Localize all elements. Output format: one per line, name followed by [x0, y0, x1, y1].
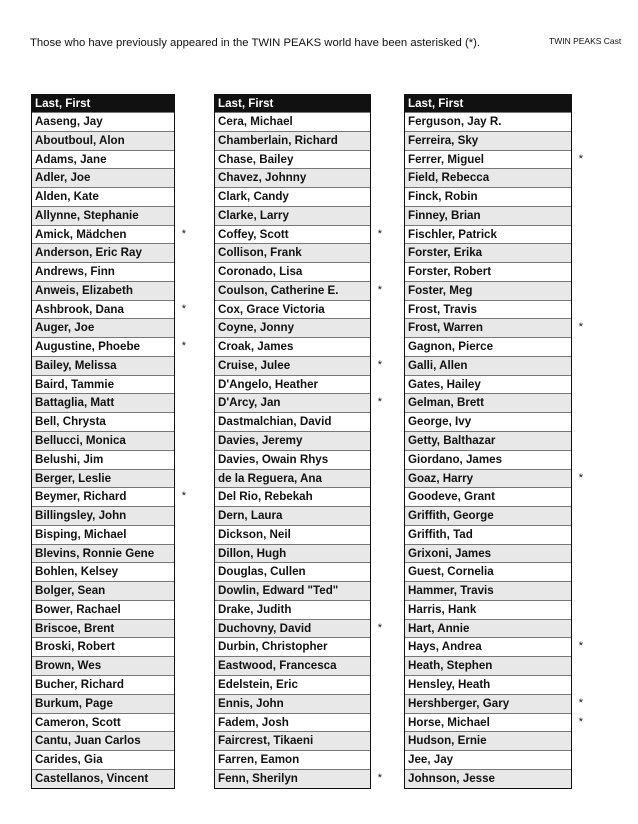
cast-row: [405, 431, 571, 450]
cast-row: [215, 337, 370, 356]
cast-row: [405, 731, 571, 750]
cast-row: [32, 506, 174, 525]
cast-row: [405, 656, 571, 675]
cast-row: [32, 356, 174, 375]
cast-name: Cameron, Scott: [35, 715, 121, 729]
cast-row: [215, 131, 370, 150]
cast-row: [405, 318, 583, 337]
cast-name: Dastmalchian, David: [218, 415, 332, 429]
cast-name: Goodeve, Grant: [408, 490, 495, 504]
cast-row: [32, 487, 186, 506]
cast-name: Bailey, Melissa: [35, 358, 117, 372]
cast-name: Durbin, Christopher: [218, 640, 328, 654]
cast-row: [215, 225, 382, 244]
cast-row: [32, 750, 174, 769]
cast-row: [405, 713, 583, 732]
cast-name: Faircrest, Tikaeni: [218, 734, 314, 748]
cast-name: Clark, Candy: [218, 190, 289, 204]
cast-name: George, Ivy: [408, 415, 472, 429]
cast-name: Guest, Cornelia: [408, 565, 494, 579]
cast-name: Grixoni, James: [408, 546, 492, 560]
cast-name: Burkum, Page: [35, 696, 113, 710]
cast-name: Chavez, Johnny: [218, 171, 307, 185]
asterisk-mark: *: [181, 227, 186, 240]
cast-name: Cox, Grace Victoria: [218, 302, 325, 316]
cast-name: Aboutboul, Alon: [35, 133, 125, 147]
cast-name: Field, Rebecca: [408, 171, 490, 185]
cast-name: Billingsley, John: [35, 509, 127, 523]
cast-row: [215, 487, 370, 506]
asterisk-mark: *: [377, 283, 382, 296]
cast-row: [32, 243, 174, 262]
cast-row: [32, 656, 174, 675]
asterisk-mark: *: [377, 771, 382, 784]
cast-name: Auger, Joe: [35, 321, 95, 335]
cast-name: Berger, Leslie: [35, 471, 112, 485]
cast-row: [405, 581, 571, 600]
cast-row: [32, 713, 174, 732]
asterisk-mark: *: [578, 640, 583, 653]
cast-row: [215, 450, 370, 469]
cast-row: [405, 544, 571, 563]
cast-row: [405, 487, 571, 506]
cast-row: [405, 168, 571, 187]
cast-row: [215, 168, 370, 187]
cast-row: [32, 150, 174, 169]
cast-name: Dillon, Hugh: [218, 546, 287, 560]
cast-name: Hays, Andrea: [408, 640, 482, 654]
cast-row: [215, 393, 382, 412]
cast-name: Chase, Bailey: [218, 152, 294, 166]
cast-row: [215, 713, 370, 732]
cast-name: Dern, Laura: [218, 509, 283, 523]
cast-column-1: [31, 94, 186, 789]
cast-row: [32, 131, 174, 150]
cast-row: [215, 581, 370, 600]
cast-row: [405, 562, 571, 581]
cast-row: [215, 150, 370, 169]
cast-row: [215, 525, 370, 544]
cast-row: [32, 225, 186, 244]
cast-row: [215, 731, 370, 750]
cast-name: Dickson, Neil: [218, 527, 291, 541]
asterisk-mark: *: [377, 358, 382, 371]
cast-name: Ferguson, Jay R.: [408, 115, 502, 128]
cast-name: Cantu, Juan Carlos: [35, 734, 141, 748]
cast-row: [32, 337, 186, 356]
cast-name: Frost, Warren: [408, 321, 483, 335]
cast-row: [405, 694, 583, 713]
asterisk-mark: *: [578, 321, 583, 334]
cast-name: Fenn, Sherilyn: [218, 771, 298, 785]
cast-name: Andrews, Finn: [35, 265, 115, 279]
cast-name: Galli, Allen: [408, 358, 468, 372]
cast-row: [32, 769, 174, 788]
cast-row: [215, 469, 370, 488]
asterisk-mark: *: [578, 715, 583, 728]
cast-name: Coffey, Scott: [218, 227, 289, 241]
cast-name: Drake, Judith: [218, 602, 292, 616]
cast-row: [215, 694, 370, 713]
cast-name: D'Arcy, Jan: [218, 396, 281, 410]
cast-name: Jee, Jay: [408, 753, 454, 767]
asterisk-mark: *: [181, 340, 186, 353]
cast-row: [215, 318, 370, 337]
cast-row: [405, 337, 571, 356]
cast-name: Carides, Gia: [35, 753, 103, 767]
cast-row: [215, 656, 370, 675]
cast-name: Hudson, Ernie: [408, 734, 487, 748]
cast-name: Duchovny, David: [218, 621, 312, 635]
cast-row: [32, 694, 174, 713]
cast-row: [405, 375, 571, 394]
asterisk-mark: *: [578, 152, 583, 165]
cast-name: Anderson, Eric Ray: [35, 246, 142, 260]
cast-name: Cruise, Julee: [218, 358, 291, 372]
cast-name: Coronado, Lisa: [218, 265, 303, 279]
cast-row: [215, 619, 382, 638]
cast-name: Castellanos, Vincent: [35, 771, 149, 785]
cast-name: Hershberger, Gary: [408, 696, 510, 710]
cast-name: Cera, Michael: [218, 115, 293, 128]
cast-name: D'Angelo, Heather: [218, 377, 319, 391]
asterisk-mark: *: [181, 490, 186, 503]
cast-name: Farren, Eamon: [218, 753, 300, 767]
cast-name: Gates, Hailey: [408, 377, 481, 391]
cast-row: [32, 262, 174, 281]
cast-name: Horse, Michael: [408, 715, 490, 729]
cast-name: Douglas, Cullen: [218, 565, 306, 579]
cast-row: [215, 243, 370, 262]
cast-name: Finney, Brian: [408, 208, 481, 222]
cast-name: Hammer, Travis: [408, 584, 494, 598]
asterisk-mark: *: [377, 396, 382, 409]
cast-row: [405, 619, 571, 638]
cast-row: [215, 506, 370, 525]
cast-name: Gelman, Brett: [408, 396, 485, 410]
cast-row: [405, 281, 571, 300]
cast-row: [32, 675, 174, 694]
cast-name: Frost, Travis: [408, 302, 477, 316]
cast-row: [405, 225, 571, 244]
cast-name: Croak, James: [218, 340, 294, 354]
cast-name: Edelstein, Eric: [218, 677, 298, 691]
cast-name: Aaseng, Jay: [35, 115, 103, 128]
cast-name: Coulson, Catherine E.: [218, 283, 339, 297]
cast-name: Giordano, James: [408, 452, 503, 466]
cast-row: [215, 675, 370, 694]
cast-row: [32, 281, 174, 300]
cast-row: [32, 562, 174, 581]
cast-name: Brown, Wes: [35, 659, 102, 673]
cast-name: Coyne, Jonny: [218, 321, 295, 335]
cast-name: Allynne, Stephanie: [35, 208, 139, 222]
cast-name: Clarke, Larry: [218, 208, 289, 222]
cast-row: [32, 581, 174, 600]
cast-name: Harris, Hank: [408, 602, 477, 616]
cast-row: [215, 187, 370, 206]
cast-name: Chamberlain, Richard: [218, 133, 338, 147]
cast-name: Bolger, Sean: [35, 584, 106, 598]
cast-name: Baird, Tammie: [35, 377, 115, 391]
cast-row: [32, 300, 186, 319]
cast-row: [215, 412, 370, 431]
cast-row: [32, 637, 174, 656]
cast-name: Ennis, John: [218, 696, 284, 710]
cast-row: [215, 544, 370, 563]
intro-note: Those who have previously appeared in the TWIN PEAKS world have been asterisked (*).: [30, 37, 481, 49]
cast-row: [32, 431, 174, 450]
cast-name: Getty, Balthazar: [408, 434, 496, 448]
cast-row: [215, 300, 370, 319]
cast-name: Hensley, Heath: [408, 677, 491, 691]
cast-name: Eastwood, Francesca: [218, 659, 337, 673]
cast-row: [32, 619, 174, 638]
cast-name: Battaglia, Matt: [35, 396, 115, 410]
cast-row: [405, 206, 571, 225]
asterisk-mark: *: [377, 227, 382, 240]
cast-name: Ferreira, Sky: [408, 133, 479, 147]
cast-name: Davies, Jeremy: [218, 434, 303, 448]
cast-column-3: [404, 94, 583, 789]
cast-row: [405, 769, 571, 788]
cast-name: Bell, Chrysta: [35, 415, 106, 429]
cast-row: [405, 112, 571, 131]
cast-name: Alden, Kate: [35, 190, 99, 204]
cast-row: [215, 262, 370, 281]
cast-name: Blevins, Ronnie Gene: [35, 546, 155, 560]
cast-row: [405, 393, 571, 412]
cast-name: Griffith, Tad: [408, 527, 473, 541]
cast-name: Belushi, Jim: [35, 452, 104, 466]
cast-row: [405, 356, 571, 375]
column-header: Last, First: [215, 95, 370, 112]
cast-name: Bower, Rachael: [35, 602, 121, 616]
cast-row: [32, 112, 174, 131]
cast-row: [215, 600, 370, 619]
cast-name: Beymer, Richard: [35, 490, 127, 504]
cast-row: [405, 637, 583, 656]
asterisk-mark: *: [578, 696, 583, 709]
cast-row: [32, 168, 174, 187]
cast-row: [405, 131, 571, 150]
column-header: Last, First: [32, 95, 174, 112]
cast-row: [32, 412, 174, 431]
cast-row: [215, 112, 370, 131]
cast-name: Forster, Erika: [408, 246, 483, 260]
cast-row: [215, 356, 382, 375]
cast-row: [32, 731, 174, 750]
cast-name: Amick, Mädchen: [35, 227, 127, 241]
cast-name: Adams, Jane: [35, 152, 107, 166]
cast-name: Finck, Robin: [408, 190, 478, 204]
cast-name: Foster, Meg: [408, 283, 473, 297]
cast-name: Augustine, Phoebe: [35, 340, 140, 354]
cast-name: Johnson, Jesse: [408, 771, 495, 785]
cast-row: [215, 637, 370, 656]
cast-name: Forster, Robert: [408, 265, 492, 279]
cast-row: [32, 600, 174, 619]
cast-row: [215, 769, 382, 788]
cast-row: [32, 525, 174, 544]
cast-row: [32, 187, 174, 206]
cast-row: [215, 206, 370, 225]
cast-row: [405, 750, 571, 769]
cast-row: [32, 318, 174, 337]
cast-row: [215, 281, 382, 300]
cast-name: Bucher, Richard: [35, 677, 124, 691]
cast-name: Anweis, Elizabeth: [35, 283, 133, 297]
cast-row: [405, 450, 571, 469]
cast-row: [32, 450, 174, 469]
cast-row: [405, 600, 571, 619]
column-header: Last, First: [405, 95, 571, 112]
cast-row: [405, 675, 571, 694]
cast-column-2: [214, 94, 382, 789]
cast-row: [215, 562, 370, 581]
cast-row: [405, 525, 571, 544]
cast-name: Ferrer, Miguel: [408, 152, 485, 166]
cast-name: Dowlin, Edward "Ted": [218, 584, 339, 598]
cast-name: Bohlen, Kelsey: [35, 565, 119, 579]
asterisk-mark: *: [181, 302, 186, 315]
cast-row: [405, 506, 571, 525]
cast-row: [32, 393, 174, 412]
cast-name: Broski, Robert: [35, 640, 115, 654]
cast-row: [215, 375, 370, 394]
cast-name: Bisping, Michael: [35, 527, 127, 541]
cast-row: [405, 262, 571, 281]
cast-name: Fischler, Patrick: [408, 227, 497, 241]
cast-name: Del Rio, Rebekah: [218, 490, 313, 504]
cast-row: [405, 243, 571, 262]
cast-name: Collison, Frank: [218, 246, 302, 260]
cast-row: [215, 431, 370, 450]
cast-name: Briscoe, Brent: [35, 621, 115, 635]
cast-row: [405, 412, 571, 431]
cast-row: [32, 469, 174, 488]
cast-name: Gagnon, Pierce: [408, 340, 494, 354]
cast-row: [405, 469, 583, 488]
cast-name: Fadem, Josh: [218, 715, 289, 729]
cast-row: [405, 150, 583, 169]
cast-row: [405, 300, 571, 319]
cast-row: [405, 187, 571, 206]
cast-name: de la Reguera, Ana: [218, 471, 322, 485]
cast-name: Adler, Joe: [35, 171, 91, 185]
cast-name: Davies, Owain Rhys: [218, 452, 329, 466]
cast-row: [32, 206, 174, 225]
cast-name: Griffith, George: [408, 509, 494, 523]
cast-row: [215, 750, 370, 769]
cast-name: Bellucci, Monica: [35, 434, 126, 448]
asterisk-mark: *: [377, 621, 382, 634]
cast-name: Ashbrook, Dana: [35, 302, 124, 316]
cast-name: Heath, Stephen: [408, 659, 493, 673]
document-label: TWIN PEAKS Cast: [549, 36, 622, 46]
cast-name: Goaz, Harry: [408, 471, 474, 485]
cast-row: [32, 544, 174, 563]
asterisk-mark: *: [578, 471, 583, 484]
cast-row: [32, 375, 174, 394]
cast-name: Hart, Annie: [408, 621, 470, 635]
